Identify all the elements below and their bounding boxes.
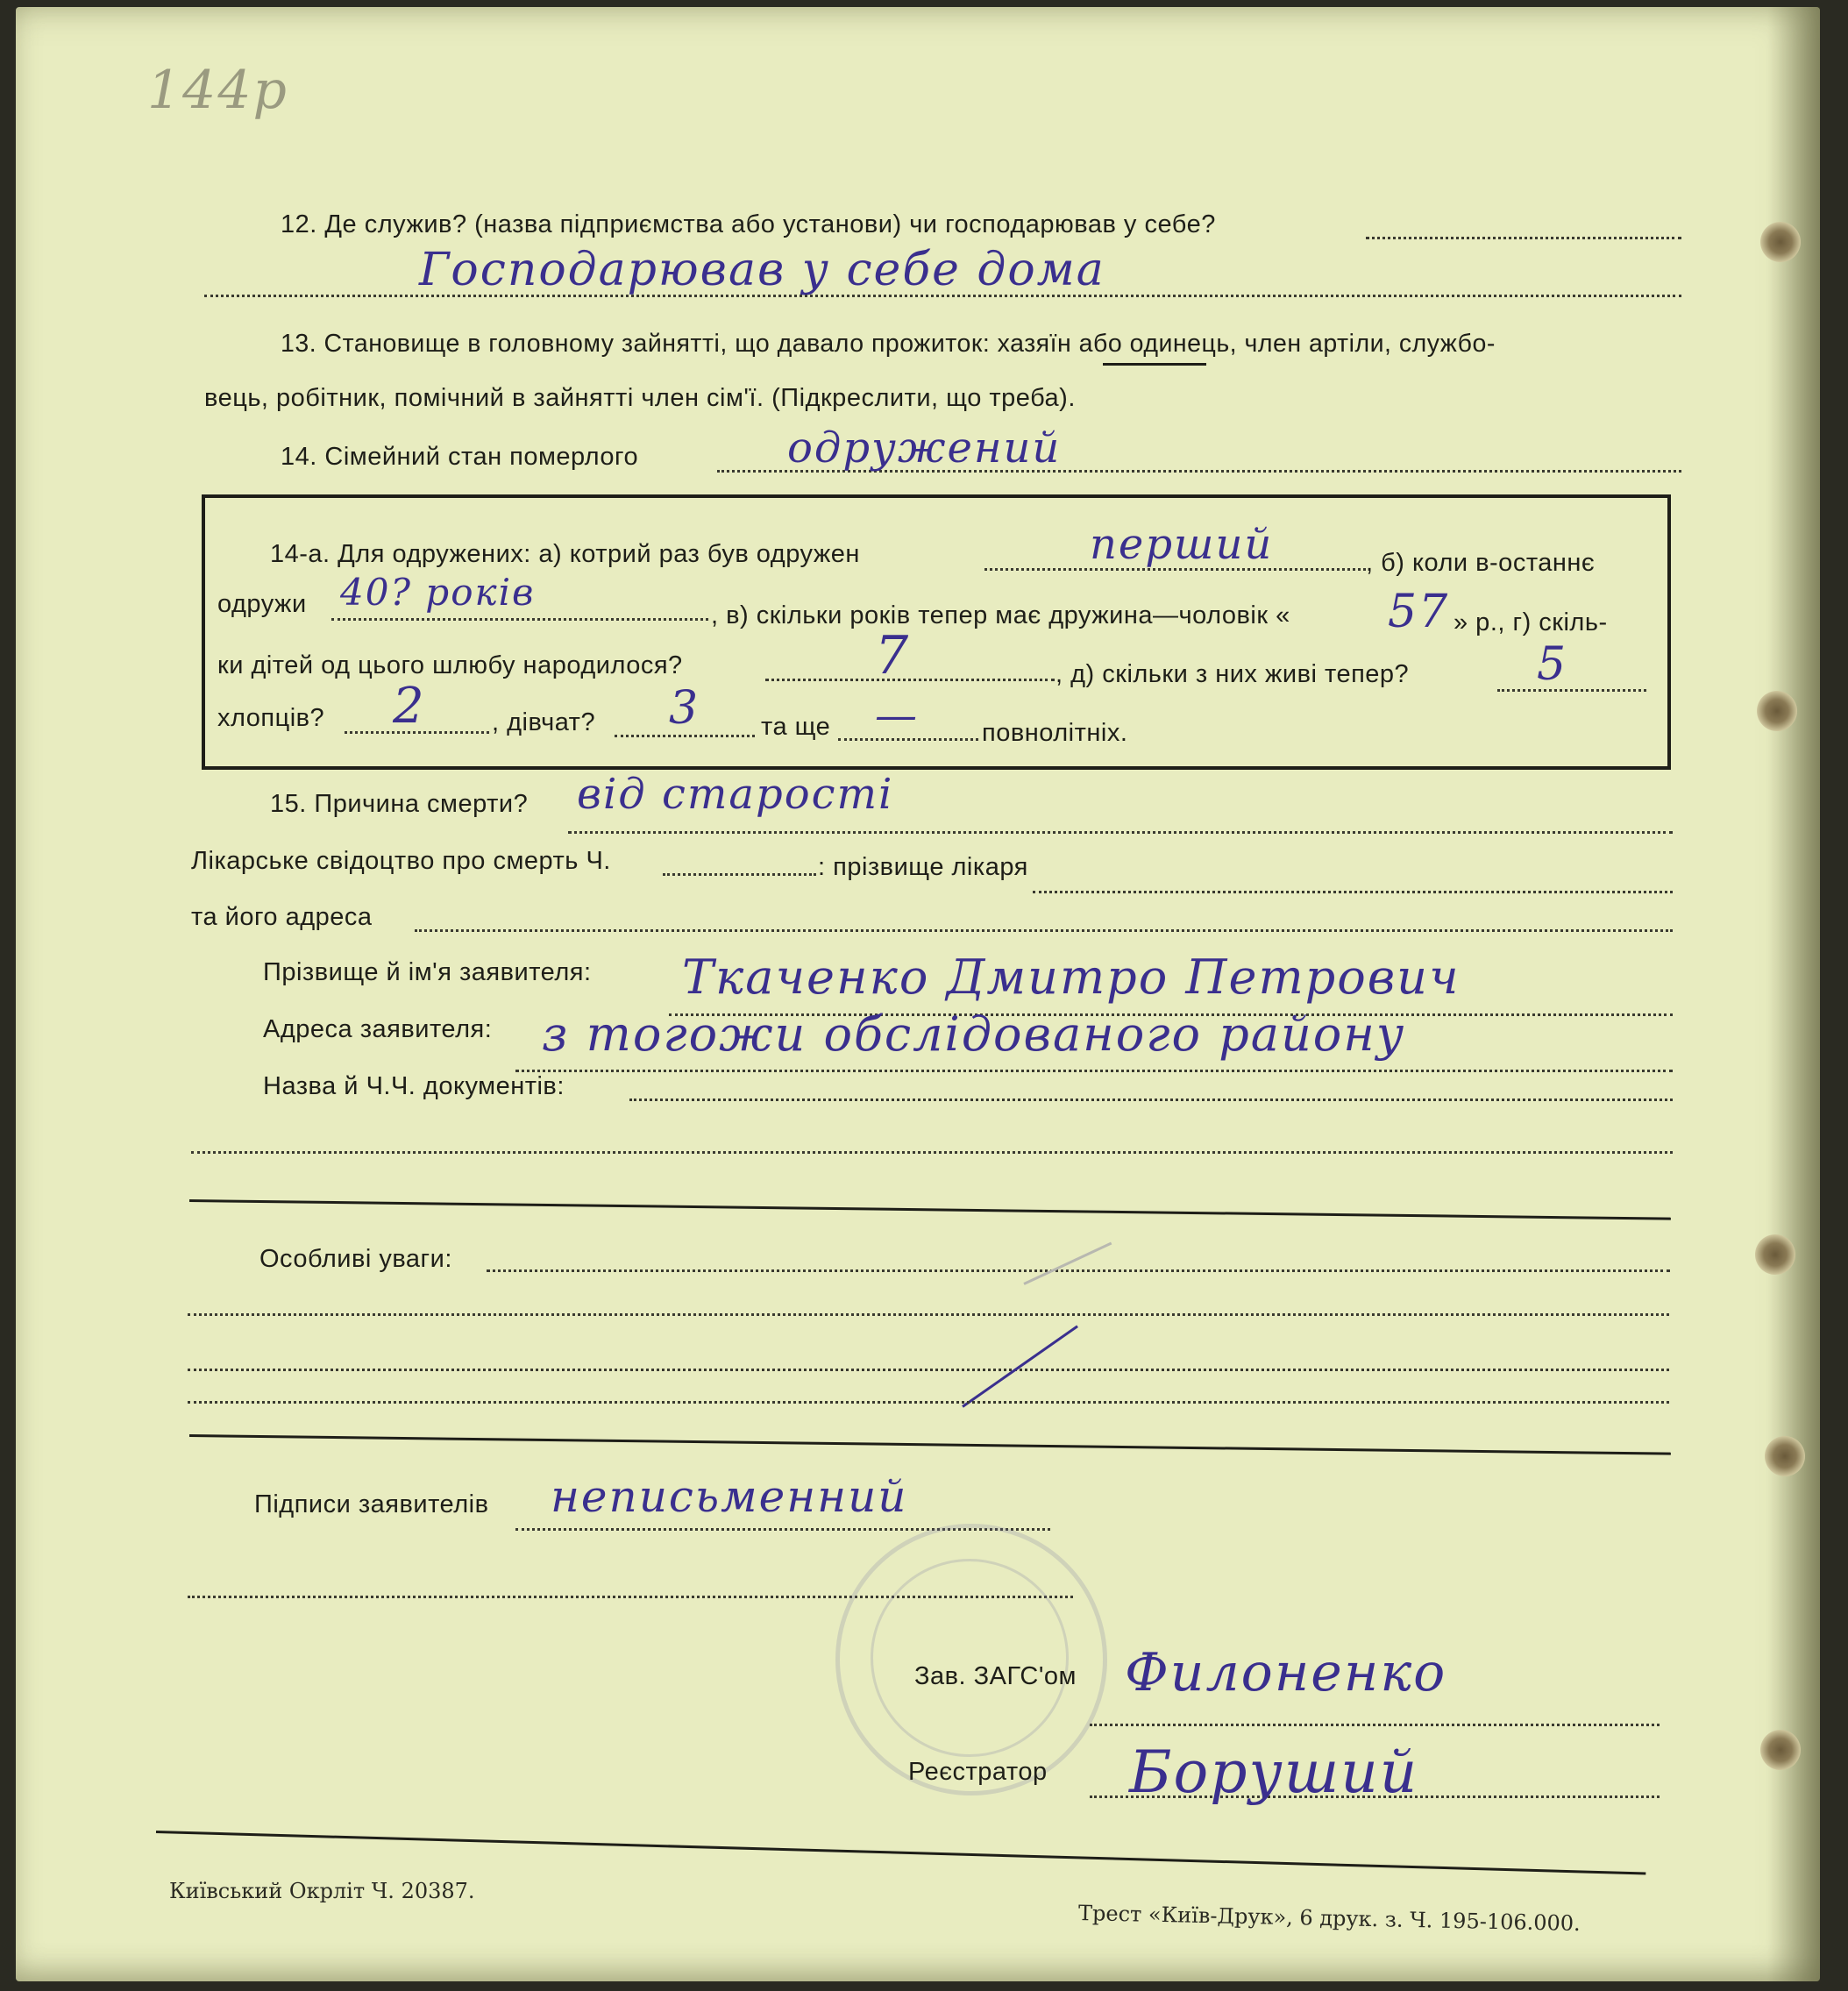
- binding-hole: [1757, 691, 1797, 731]
- q14a-label-c2: » р., г) скіль-: [1454, 608, 1608, 636]
- q12-answer-line: [204, 295, 1681, 297]
- notes-cross-stroke: [962, 1325, 1078, 1407]
- documents-line-2: [191, 1151, 1673, 1154]
- applicant-address-line: [515, 1070, 1673, 1072]
- registrar-signature: Боруший: [1129, 1739, 1419, 1806]
- page-number: 144p: [147, 60, 288, 121]
- q14a-label-a: 14-а. Для одружених: а) котрий раз був одружен: [270, 540, 860, 568]
- notes-label: Особливі уваги:: [259, 1245, 452, 1273]
- medical-label: Лікарське свідоцтво про смерть Ч.: [191, 847, 611, 875]
- q14a-answer-g: 3: [669, 682, 700, 735]
- medical-doctor-line: [1033, 891, 1673, 893]
- q14a-answer-d: 7: [875, 625, 911, 686]
- documents-label: Назва й Ч.Ч. документів:: [263, 1072, 565, 1100]
- q14a-line-g: [615, 735, 755, 737]
- footer-rule: [156, 1831, 1645, 1874]
- footer-printer-right: Трест «Київ-Друк», 6 друк. з. Ч. 195-106.000.: [1077, 1901, 1581, 1936]
- q14a-answer-c: 57: [1388, 586, 1450, 638]
- registrar-label: Реєстратор: [908, 1758, 1048, 1786]
- section-rule: [189, 1199, 1671, 1220]
- medical-number-line: [663, 873, 816, 876]
- applicant-address: з тогожи обслідованого району: [542, 1006, 1406, 1062]
- q15-line: [568, 831, 1673, 834]
- q12-line: [1366, 237, 1681, 239]
- binding-hole: [1755, 1234, 1795, 1275]
- q14a-label-i: повнолітніх.: [982, 719, 1128, 747]
- q15-answer: від старості: [577, 770, 894, 819]
- notes-line-3: [188, 1369, 1669, 1371]
- document-page: [16, 7, 1820, 1981]
- signatures-label: Підписи заявителів: [254, 1490, 489, 1518]
- binding-hole: [1765, 1436, 1805, 1476]
- q14a-label-b2: одружи: [217, 590, 307, 618]
- applicant-name-label: Прізвище й ім'я заявителя:: [263, 958, 592, 986]
- q12-label: 12. Де служив? (назва підприємства або установи) чи господарював у себе?: [281, 210, 1216, 238]
- q14a-label-c: , в) скільки років тепер має дружина—чоловік «: [711, 601, 1290, 629]
- medical-doctor-label: : прізвище лікаря: [818, 853, 1028, 881]
- binding-shadow: [1767, 7, 1820, 1981]
- footer-printer-left: Київський Окрліт Ч. 20387.: [169, 1879, 475, 1903]
- zags-label: Зав. ЗАГС'ом: [914, 1662, 1077, 1690]
- q14a-label-e: , д) скільки з них живі тепер?: [1055, 660, 1410, 688]
- notes-line-1: [487, 1269, 1670, 1272]
- q14a-answer-f: 2: [393, 678, 426, 735]
- q14-answer: одружений: [787, 423, 1062, 473]
- q15-label: 15. Причина смерти?: [270, 790, 529, 818]
- medical-address-label: та його адреса: [191, 903, 373, 931]
- notes-line-4: [188, 1401, 1669, 1404]
- notes-cross-stroke: [1023, 1242, 1112, 1285]
- section-rule-2: [189, 1434, 1671, 1455]
- zags-signature: Филоненко: [1125, 1642, 1447, 1703]
- q12-answer: Господарював у себе дома: [419, 244, 1105, 296]
- q14a-line-e: [1497, 689, 1646, 692]
- q14a-line-b: [331, 618, 708, 621]
- q14a-label-g: , дівчат?: [492, 708, 596, 736]
- notes-line-2: [188, 1313, 1669, 1316]
- q14a-answer-e: 5: [1537, 638, 1568, 691]
- zags-line: [1090, 1724, 1660, 1726]
- q14-label: 14. Сімейний стан померлого: [281, 443, 639, 471]
- documents-line: [629, 1099, 1673, 1101]
- binding-hole: [1760, 1730, 1801, 1770]
- q14a-label-b: , б) коли в-останнє: [1366, 549, 1596, 577]
- signature-applicant: неписьменний: [551, 1471, 908, 1522]
- q14a-label-d: ки дітей од цього шлюбу народилося?: [217, 651, 683, 679]
- q14a-answer-b: 40? років: [340, 571, 536, 614]
- q14a-label-h: та ще: [761, 713, 831, 741]
- q14a-answer-a: перший: [1090, 520, 1274, 569]
- applicant-address-label: Адреса заявителя:: [263, 1015, 493, 1043]
- q13-line1: 13. Становище в головному зайнятті, що давало прожиток: хазяїн або одинець, член артіли, службо-: [281, 330, 1496, 358]
- medical-address-line: [415, 929, 1673, 932]
- official-stamp-inner: [871, 1559, 1069, 1757]
- q13-line2: вець, робітник, помічний в зайнятті член сім'ї. (Підкреслити, що треба).: [204, 384, 1076, 412]
- applicant-name: Ткаченко Дмитро Петрович: [682, 949, 1461, 1005]
- q14a-label-f: хлопців?: [217, 704, 325, 732]
- binding-hole: [1760, 222, 1801, 262]
- q14a-answer-h: —: [875, 691, 919, 740]
- q13-underline-hazyain: [1103, 363, 1206, 366]
